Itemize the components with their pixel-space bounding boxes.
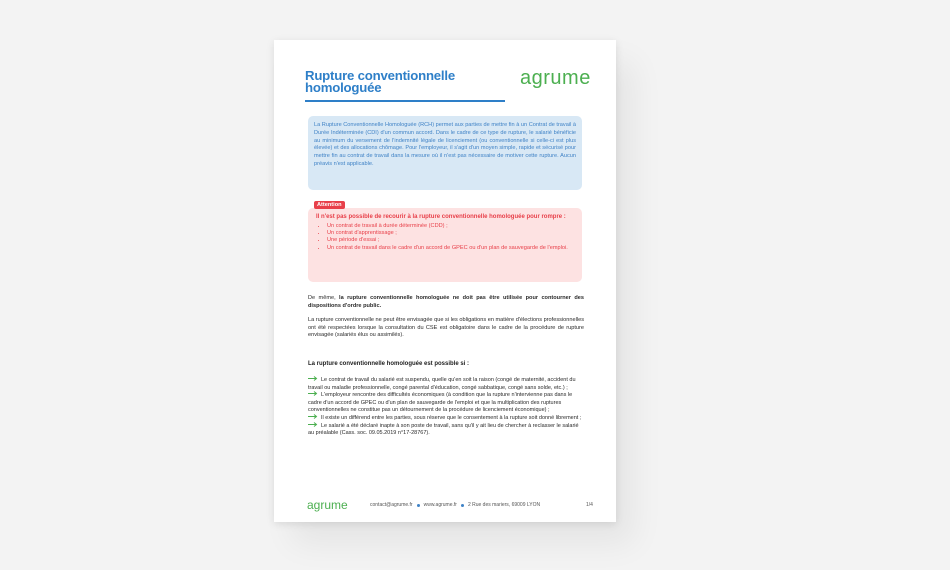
paragraph-2: La rupture conventionnelle ne peut être envisagée que si les obligations en matière d'élections professionnelles ont été respectées lorsque la consultation du CSE est obligatoire dans le cadre de la procédure de rupture envisagée (salariés élus ou assimilés). bbox=[308, 317, 584, 339]
green-arrow-icon bbox=[308, 414, 318, 419]
case-item bbox=[308, 415, 586, 423]
footer-address: 2 Rue des mariers, 69009 LYON bbox=[467, 502, 541, 508]
title-line-1: Rupture conventionnelle bbox=[305, 68, 455, 83]
body-text bbox=[308, 295, 584, 347]
attention-item: • Un contrat de travail à durée déterminée (CDD) ; bbox=[327, 223, 574, 230]
attention-lead: Il n'est pas possible de recourir à la rupture conventionnelle homologuée pour rompre : bbox=[316, 214, 566, 220]
page-number: 1/4 bbox=[586, 502, 593, 508]
case-text: L'employeur rencontre des difficultés économiques (à condition que la rupture n'intervienne pas dans le cadre d'un accord de GPEC ou d'un plan de sauvegarde de l'emploi et que la multiplication des ruptures conventionnelles ne constitue pas un détournement de la procédure de licenciement économique) ; bbox=[308, 392, 573, 414]
title-line-2: homologuée bbox=[305, 80, 382, 95]
attention-badge: Attention bbox=[314, 201, 345, 209]
attention-item: • Un contrat de travail dans le cadre d'un accord de GPEC ou d'un plan de sauvegarde de l'emploi. bbox=[327, 245, 574, 252]
section-heading: La rupture conventionnelle homologuée est possible si : bbox=[308, 361, 470, 367]
document-page bbox=[274, 40, 616, 522]
case-item bbox=[308, 377, 586, 392]
attention-box bbox=[308, 208, 582, 282]
case-text: Le contrat de travail du salarié est suspendu, quelle qu'en soit la raison (congé de maternité, accident du travail ou maladie professionnelle, congé parental d'éducation, congé sabbatique, congé sans solde, etc.) ; bbox=[308, 377, 576, 391]
paragraph-1-prefix: De même, bbox=[308, 295, 340, 301]
footer-email[interactable]: contact@agrume.fr bbox=[370, 502, 413, 508]
attention-list bbox=[316, 223, 574, 253]
brand-logo: agrume bbox=[520, 67, 591, 89]
attention-item: • Un contrat d'apprentissage ; bbox=[327, 230, 574, 237]
green-arrow-icon bbox=[308, 391, 318, 396]
footer-website[interactable]: www.agrume.fr bbox=[423, 502, 457, 508]
separator-dot bbox=[461, 504, 464, 507]
paragraph-1-bold: la rupture conventionnelle homologuée ne doit pas être utilisée pour contourner des dispositions d'ordre public. bbox=[308, 295, 585, 309]
case-text: Il existe un différend entre les parties, sous réserve que le consentement à la rupture soit donné librement ; bbox=[321, 414, 582, 421]
case-text: Le salarié a été déclaré inapte à son poste de travail, sans qu'il y ait lieu de chercher à reclasser le salarié au préalable (Cass. soc. 09.05.2019 n°17-28767). bbox=[308, 422, 579, 437]
separator-dot bbox=[417, 504, 420, 507]
footer-logo: agrume bbox=[307, 498, 348, 512]
attention-item: • Une période d'essai ; bbox=[327, 237, 574, 244]
intro-box: La Rupture Conventionnelle Homologuée (RCH) permet aux parties de mettre fin à un Contrat de travail à Durée Indéterminée (CDI) d'un commun accord. Dans le cadre de ce type de rupture, le salarié bénéficie au minimum du versement de l'indemnité légale de licenciement (ou conventionnelle si celle-ci est plus élevée) et des allocations chômage. Pour l'employeur, il s'agit d'un moyen simple, rapide et sécurisé pour mettre fin au contrat de travail dans la mesure où il n'est pas nécessaire de motiver cette rupture. Aucun préavis n'est applicable. bbox=[308, 116, 582, 190]
green-arrow-icon bbox=[308, 422, 318, 427]
case-item bbox=[308, 423, 586, 438]
case-item bbox=[308, 392, 586, 415]
footer-contact bbox=[370, 502, 540, 508]
paragraph-1 bbox=[308, 295, 584, 310]
document-title bbox=[305, 70, 495, 94]
green-arrow-icon bbox=[308, 376, 318, 381]
cases-list bbox=[308, 377, 586, 438]
title-underline bbox=[305, 100, 505, 102]
